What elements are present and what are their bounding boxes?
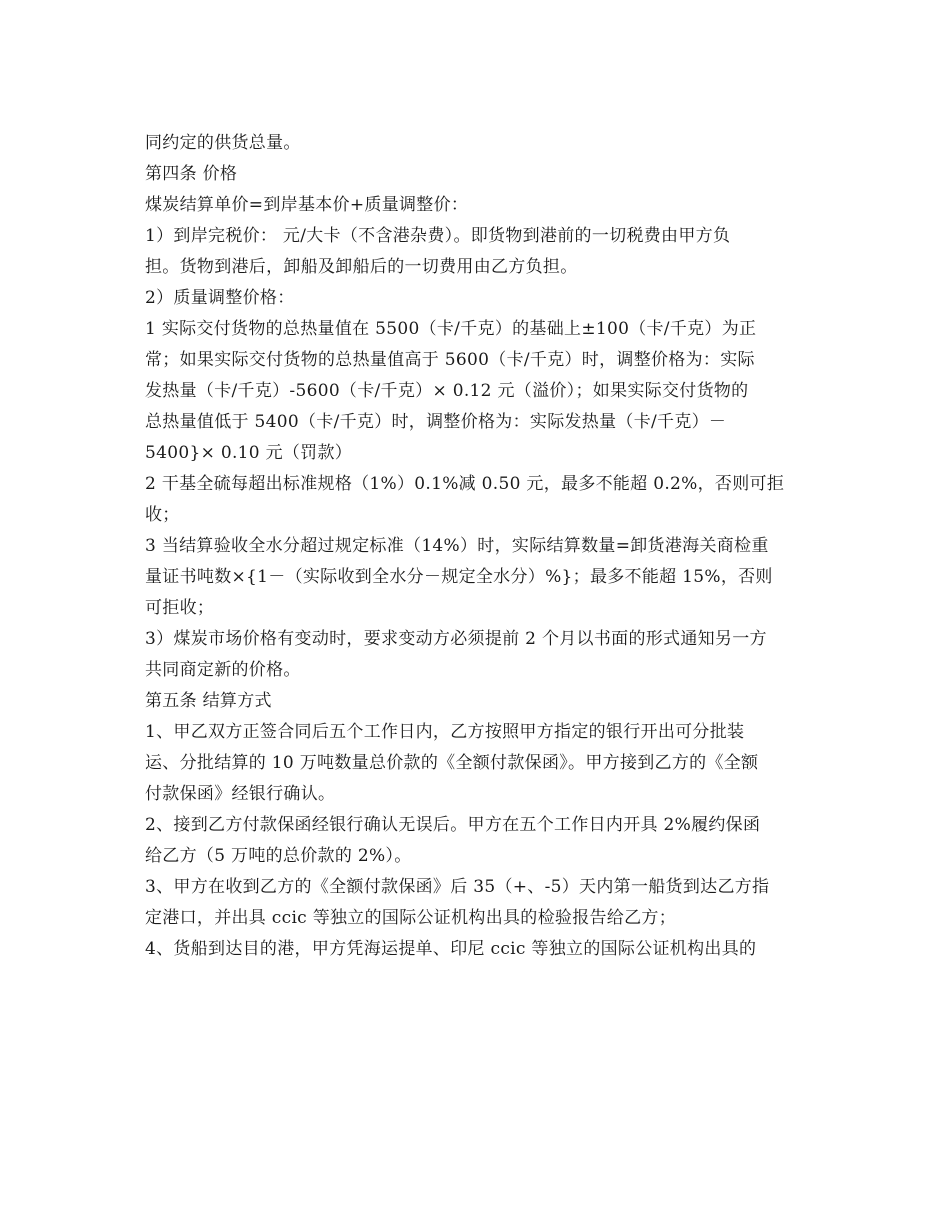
text-line: 付款保函》经银行确认。: [145, 784, 336, 804]
text-line: 担。货物到港后，卸船及卸船后的一切费用由乙方负担。: [145, 257, 578, 277]
text-line: 煤炭结算单价=到岸基本价+质量调整价：: [145, 195, 469, 215]
text-line: 同约定的供货总量。: [145, 133, 301, 153]
text-line: 5400}× 0.10 元（罚款）: [145, 443, 353, 463]
text-line: 3 当结算验收全水分超过规定标准（14%）时，实际结算数量=卸货港海关商检重: [145, 536, 769, 556]
text-line: 1、甲乙双方正签合同后五个工作日内，乙方按照甲方指定的银行开出可分批装: [145, 722, 745, 742]
text-line: 4、货船到达目的港，甲方凭海运提单、印尼 ccic 等独立的国际公证机构出具的: [145, 939, 757, 959]
text-line: 3、甲方在收到乙方的《全额付款保函》后 35（+、-5）天内第一船货到达乙方指: [145, 877, 770, 897]
text-line: 可拒收；: [145, 598, 215, 618]
text-line: 2、接到乙方付款保函经银行确认无误后。甲方在五个工作日内开具 2%履约保函: [145, 815, 761, 835]
document-body: [145, 128, 815, 965]
text-line: 发热量（卡/千克）-5600（卡/千克）× 0.12 元（溢价）；如果实际交付货物的: [145, 381, 749, 401]
section-heading-article-4: 第四条 价格: [145, 164, 238, 184]
text-line: 定港口，并出具 ccic 等独立的国际公证机构出具的检验报告给乙方；: [145, 908, 677, 928]
text-line: 量证书吨数×{1－（实际收到全水分－规定全水分）%}；最多不能超 15%，否则: [145, 567, 773, 587]
text-line: 共同商定新的价格。: [145, 660, 301, 680]
section-heading-article-5: 第五条 结算方式: [145, 691, 272, 711]
text-line: 1 实际交付货物的总热量值在 5500（卡/千克）的基础上±100（卡/千克）为正: [145, 319, 757, 339]
text-line: 运、分批结算的 10 万吨数量总价款的《全额付款保函》。甲方接到乙方的《全额: [145, 753, 759, 773]
text-line: 给乙方（5 万吨的总价款的 2%）。: [145, 846, 412, 866]
text-line: 总热量值低于 5400（卡/千克）时，调整价格为：实际发热量（卡/千克）－: [145, 412, 727, 432]
text-line: 2 干基全硫每超出标准规格（1%）0.1%减 0.50 元，最多不能超 0.2%，否则可拒: [145, 474, 785, 494]
text-line: 收；: [145, 505, 180, 525]
text-line: 2）质量调整价格：: [145, 288, 295, 308]
text-line: 1）到岸完税价： 元/大卡（不含港杂费）。即货物到港前的一切税费由甲方负: [145, 226, 731, 246]
text-line: 常；如果实际交付货物的总热量值高于 5600（卡/千克）时，调整价格为：实际: [145, 350, 755, 370]
text-line: 3）煤炭市场价格有变动时，要求变动方必须提前 2 个月以书面的形式通知另一方: [145, 629, 767, 649]
